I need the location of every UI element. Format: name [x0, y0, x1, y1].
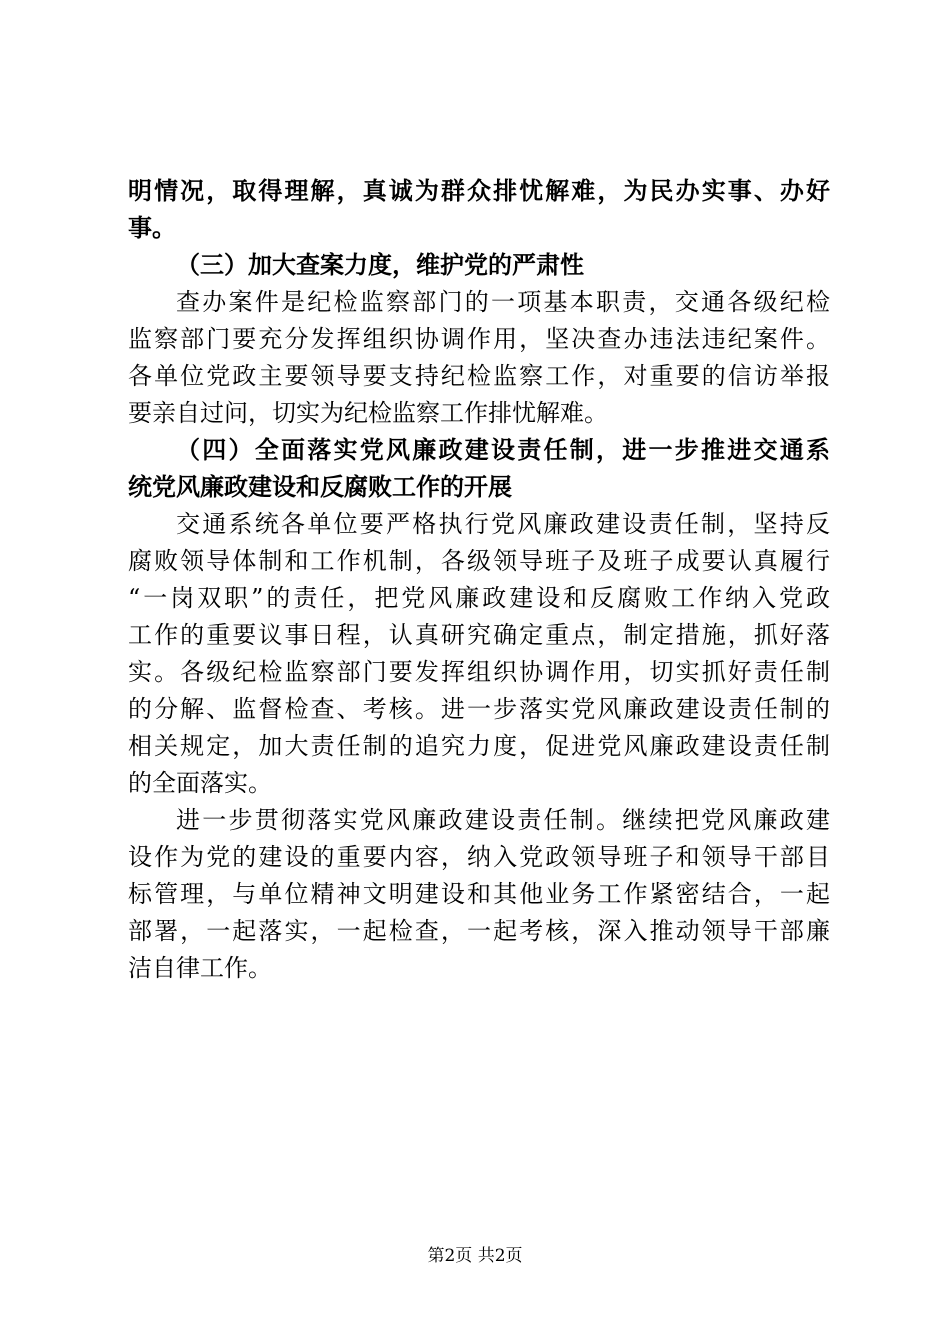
text-line: 相关规定，加大责任制的追究力度，促进党风廉政建设责任制: [128, 732, 830, 760]
text-line: 工作的重要议事日程，认真研究确定重点，制定措施，抓好落: [128, 621, 830, 649]
text-line: 进一步贯彻落实党风廉政建设责任制。继续把党风廉政建: [176, 806, 830, 834]
text-line: 的分解、监督检查、考核。进一步落实党风廉政建设责任制的: [128, 695, 830, 723]
section-heading: 统党风廉政建设和反腐败工作的开展: [128, 473, 512, 501]
text-line: “一岗双职”的责任，把党风廉政建设和反腐败工作纳入党政: [128, 584, 830, 612]
text-line: 设作为党的建设的重要内容，纳入党政领导班子和领导干部目: [128, 843, 830, 871]
text-line: 腐败领导体制和工作机制，各级领导班子及班子成要认真履行: [128, 547, 830, 575]
text-line: 明情况，取得理解，真诚为群众排忧解难，为民办实事、办好: [128, 177, 830, 205]
text-line: 的全面落实。: [128, 769, 272, 797]
text-line: 事。: [128, 214, 176, 242]
text-line: 要亲自过问，切实为纪检监察工作排忧解难。: [128, 399, 608, 427]
text-line: 部署，一起落实，一起检查，一起考核，深入推动领导干部廉: [128, 917, 830, 945]
document-body: [128, 173, 830, 987]
text-line: 标管理，与单位精神文明建设和其他业务工作紧密结合，一起: [128, 880, 830, 908]
text-line: 洁自律工作。: [128, 954, 272, 982]
section-heading: （三）加大查案力度，维护党的严肃性: [176, 251, 584, 279]
text-line: 监察部门要充分发挥组织协调作用，坚决查办违法违纪案件。: [128, 325, 830, 353]
text-line: 实。各级纪检监察部门要发挥组织协调作用，切实抓好责任制: [128, 658, 830, 686]
page-footer: 第2页 共2页: [427, 1246, 523, 1266]
text-line: 各单位党政主要领导要支持纪检监察工作，对重要的信访举报: [128, 362, 830, 390]
text-line: 查办案件是纪检监察部门的一项基本职责，交通各级纪检: [176, 288, 830, 316]
text-line: 交通系统各单位要严格执行党风廉政建设责任制，坚持反: [176, 510, 830, 538]
section-heading: （四）全面落实党风廉政建设责任制，进一步推进交通系: [176, 436, 830, 464]
